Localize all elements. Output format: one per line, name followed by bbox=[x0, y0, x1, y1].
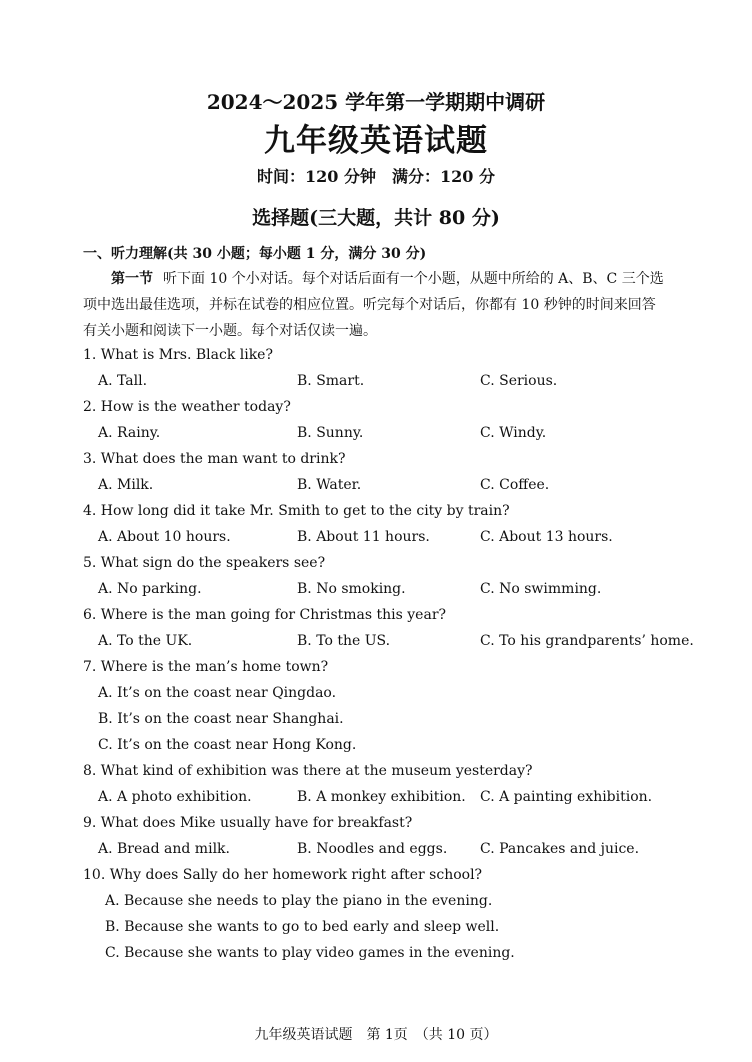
option-c: C. Pancakes and juice. bbox=[480, 841, 640, 857]
option-a: A. No parking. bbox=[98, 581, 202, 597]
option-a: A. Tall. bbox=[98, 373, 148, 389]
option-b: B. It’s on the coast near Shanghai. bbox=[98, 711, 344, 727]
option-c: C. It’s on the coast near Hong Kong. bbox=[98, 737, 357, 753]
option-b: B. Sunny. bbox=[297, 425, 364, 441]
question-stem: 3. What does the man want to drink? bbox=[83, 451, 346, 467]
question-stem: 6. Where is the man going for Christmas this year? bbox=[83, 607, 447, 623]
year-title: 2024～2025 学年第一学期期中调研 bbox=[206, 90, 546, 114]
option-a: A. It’s on the coast near Qingdao. bbox=[98, 685, 337, 701]
page-footer: 九年级英语试题 第 1页 （共 10 页） bbox=[254, 1027, 498, 1043]
option-c: C. A painting exhibition. bbox=[480, 789, 653, 805]
section-heading: 一、听力理解(共 30 小题；每小题 1 分，满分 30 分) bbox=[83, 246, 427, 262]
option-c: C. Coffee. bbox=[480, 477, 550, 493]
option-a: A. About 10 hours. bbox=[98, 529, 231, 545]
option-c: C. Windy. bbox=[480, 425, 547, 441]
instructions-text: 听下面 10 个小对话。每个对话后面有一个小题，从题中所给的 A、B、C 三个选项中选出最佳选项，并标在试卷的相应位置。听完每个对话后，你都有 10 秒钟的时间来回答有关小题和阅读下一小题。每个对话仅读一遍。 bbox=[83, 271, 664, 339]
question-stem: 7. Where is the man’s home town? bbox=[83, 659, 329, 675]
part-label: 第一节 bbox=[111, 271, 153, 287]
part-title: 选择题(三大题，共计 80 分) bbox=[252, 207, 500, 229]
option-a: A. To the UK. bbox=[98, 633, 193, 649]
option-c: C. No swimming. bbox=[480, 581, 602, 597]
exam-title: 九年级英语试题 bbox=[264, 123, 488, 159]
option-a: A. Milk. bbox=[98, 477, 154, 493]
option-b: B. No smoking. bbox=[297, 581, 406, 597]
option-a: A. Because she needs to play the piano in the evening. bbox=[105, 893, 493, 909]
question-stem: 9. What does Mike usually have for breakfast? bbox=[83, 815, 413, 831]
question-stem: 8. What kind of exhibition was there at the museum yesterday? bbox=[83, 763, 533, 779]
question-stem: 1. What is Mrs. Black like? bbox=[83, 347, 273, 363]
option-b: B. Smart. bbox=[297, 373, 365, 389]
option-c: C. To his grandparents’ home. bbox=[480, 633, 694, 649]
option-a: A. Bread and milk. bbox=[98, 841, 230, 857]
option-b: B. Water. bbox=[297, 477, 362, 493]
option-b: B. Noodles and eggs. bbox=[297, 841, 448, 857]
time-score-info: 时间：120 分钟 满分：120 分 bbox=[257, 167, 495, 186]
option-c: C. Serious. bbox=[480, 373, 558, 389]
option-b: B. About 11 hours. bbox=[297, 529, 430, 545]
option-b: B. To the US. bbox=[297, 633, 391, 649]
option-c: C. Because she wants to play video games in the evening. bbox=[105, 945, 515, 961]
option-b: B. Because she wants to go to bed early and sleep well. bbox=[105, 919, 500, 935]
section-instructions bbox=[83, 266, 667, 344]
question-stem: 10. Why does Sally do her homework right after school? bbox=[83, 867, 483, 883]
option-c: C. About 13 hours. bbox=[480, 529, 613, 545]
question-stem: 4. How long did it take Mr. Smith to get to the city by train? bbox=[83, 503, 510, 519]
question-stem: 5. What sign do the speakers see? bbox=[83, 555, 326, 571]
option-a: A. Rainy. bbox=[98, 425, 161, 441]
question-stem: 2. How is the weather today? bbox=[83, 399, 291, 415]
option-b: B. A monkey exhibition. bbox=[297, 789, 466, 805]
option-a: A. A photo exhibition. bbox=[98, 789, 252, 805]
